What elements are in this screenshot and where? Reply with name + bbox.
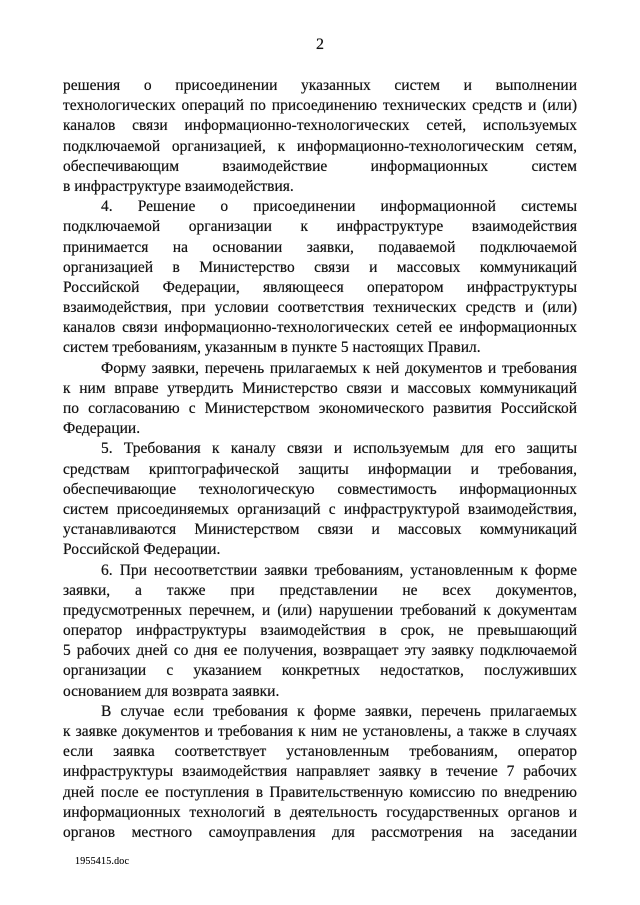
- text-line: подключаемой организации к инфраструктуре взаимодействия: [63, 218, 577, 236]
- text-line: Федерации.: [63, 420, 141, 438]
- text-line: решения о присоединении указанных систем и выполнении: [63, 77, 577, 94]
- text-line: В случае если требования к форме заявки, перечень прилагаемых: [101, 702, 577, 720]
- text-line: организацией в Министерство связи и массовых коммуникаций: [63, 258, 577, 276]
- text-line: к заявке документов и требования к ним не установлены, а также в случаях: [63, 723, 577, 740]
- text-line: взаимодействия, при условии соответствия технических средств и (или): [63, 299, 577, 317]
- text-line: основанием для возврата заявки.: [63, 682, 280, 700]
- page-number: 2: [316, 36, 324, 53]
- paragraph: [63, 359, 577, 440]
- text-line: средствам криптографической защиты информации и требования,: [63, 460, 577, 478]
- paragraph: [63, 439, 577, 560]
- text-line: органов местного самоуправления для рассмотрения на заседании: [63, 823, 577, 841]
- text-line: дней после ее поступления в Правительственную комиссию по внедрению: [63, 783, 577, 801]
- text-line: обеспечивающим взаимодействие информационных систем: [63, 157, 577, 175]
- text-line: систем требованиям, указанным в пункте 5 настоящих Правил.: [63, 339, 481, 357]
- paragraph: [63, 702, 577, 843]
- text-line: оператор инфраструктуры взаимодействия в срок, не превышающий: [63, 622, 577, 640]
- text-line: систем присоединяемых организаций с инфраструктурой взаимодействия,: [63, 500, 577, 518]
- text-line: заявки, а также при представлении не всех документов,: [63, 581, 577, 599]
- text-line: каналов связи информационно-технологических сетей ее информационных: [63, 319, 577, 337]
- paragraph: [63, 197, 577, 359]
- text-line: подключаемой организацией, к информационно-технологическим сетям,: [63, 137, 577, 155]
- text-line: 5. Требования к каналу связи и используемым для его защиты: [101, 440, 577, 458]
- text-line: Российской Федерации.: [63, 541, 221, 559]
- paragraph: [63, 76, 577, 197]
- document-body: [63, 76, 577, 843]
- text-line: организации с указанием конкретных недостатков, послуживших: [63, 662, 577, 680]
- text-line: принимается на основании заявки, подаваемой подключаемой: [63, 238, 577, 256]
- text-line: Форму заявки, перечень прилагаемых к ней документов и требования: [101, 359, 577, 377]
- text-line: к ним вправе утвердить Министерство связи и массовых коммуникаций: [63, 379, 577, 397]
- text-line: обеспечивающие технологическую совместимость информационных: [63, 480, 577, 498]
- text-line: по согласованию с Министерством экономического развития Российской: [63, 400, 577, 417]
- text-line: 4. Решение о присоединении информационной системы: [101, 198, 577, 216]
- paragraph: [63, 561, 577, 702]
- text-line: каналов связи информационно-технологических сетей, используемых: [63, 117, 577, 135]
- text-line: устанавливаются Министерством связи и массовых коммуникаций: [63, 521, 577, 539]
- text-line: в инфраструктуре взаимодействия.: [63, 177, 294, 195]
- text-line: 6. При несоответствии заявки требованиям, установленным к форме: [101, 561, 577, 579]
- text-line: технологических операций по присоединению технических средств и (или): [63, 97, 577, 115]
- text-line: 5 рабочих дней со дня ее получения, возвращает эту заявку подключаемой: [63, 642, 577, 660]
- text-line: инфраструктуры взаимодействия направляет заявку в течение 7 рабочих: [63, 763, 577, 781]
- text-line: если заявка соответствует установленным требованиям, оператор: [63, 743, 577, 761]
- text-line: информационных технологий в деятельность государственных органов и: [63, 803, 577, 821]
- text-line: Российской Федерации, являющееся оператором инфраструктуры: [63, 278, 577, 296]
- text-line: предусмотренных перечнем, и (или) нарушении требований к документам: [63, 601, 577, 619]
- footer-filename: 1955415.doc: [75, 856, 130, 867]
